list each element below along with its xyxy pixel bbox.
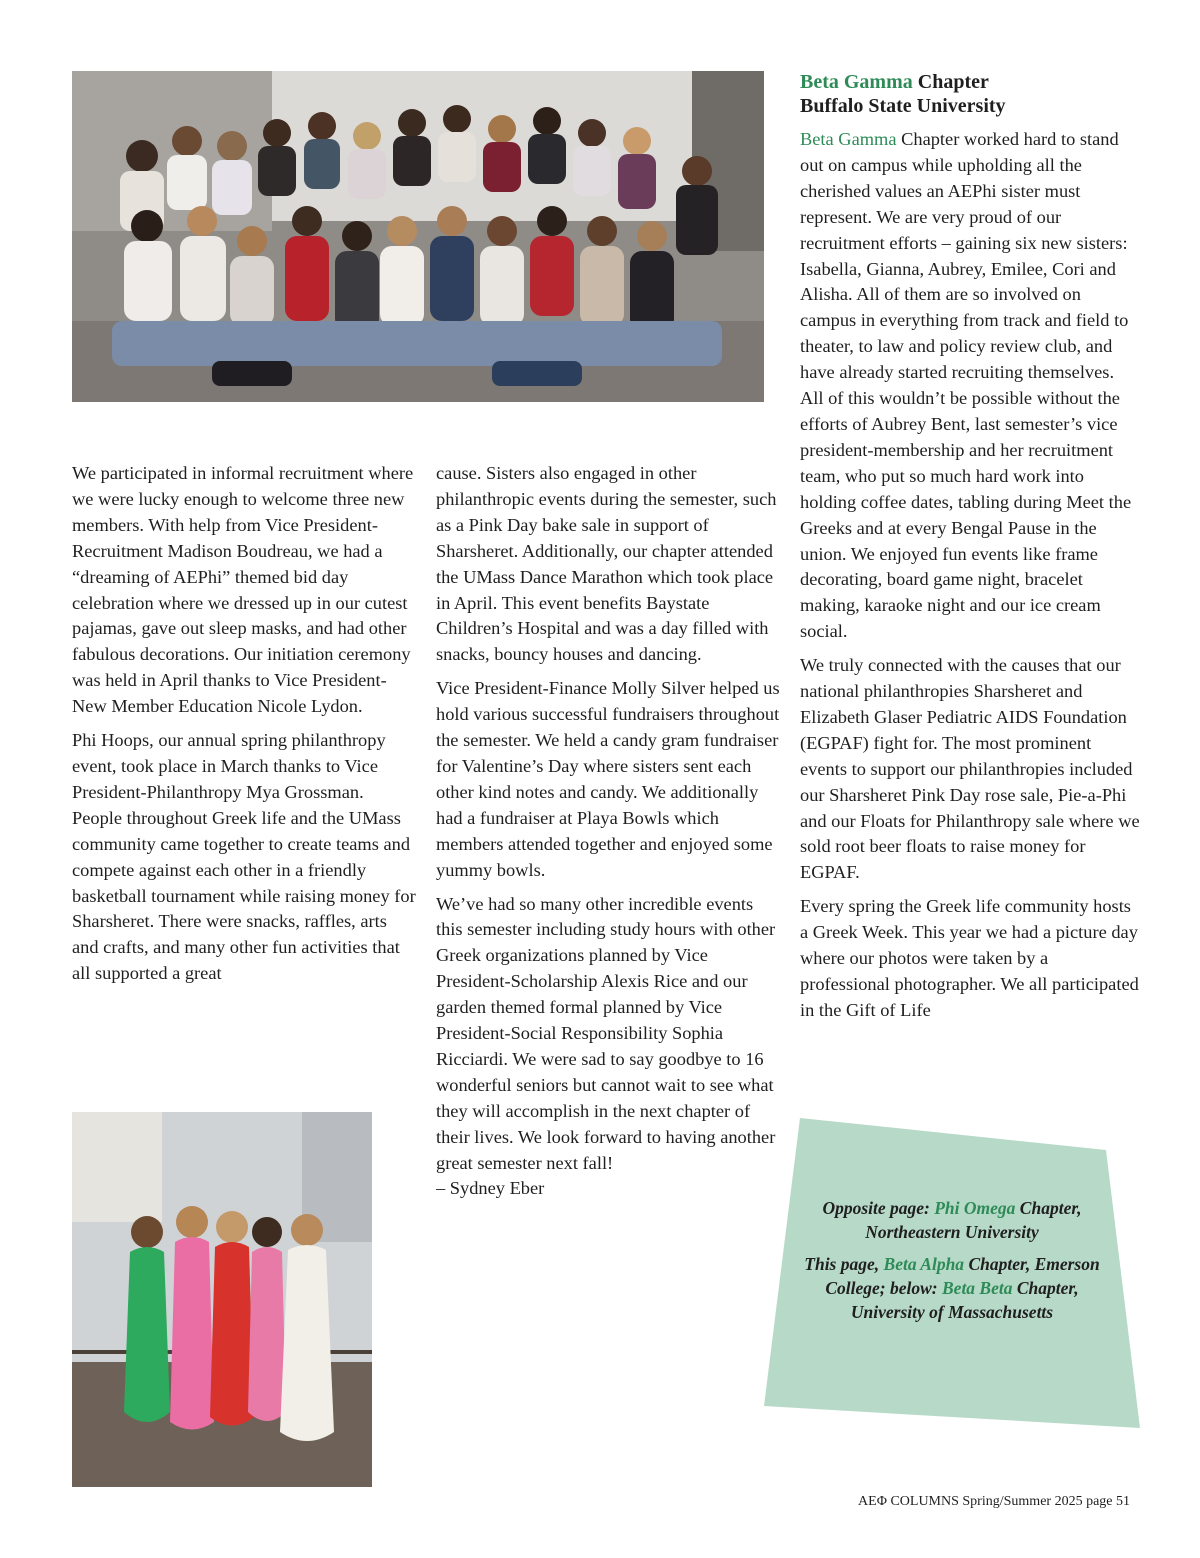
caption-text: This page, xyxy=(804,1254,884,1274)
chapter-name-highlight: Beta Gamma xyxy=(800,129,897,149)
chapter-heading xyxy=(800,70,1140,118)
dresses-photo-illustration xyxy=(72,1112,372,1487)
caption-text: Chapter, Emerson College; below: xyxy=(825,1254,1100,1298)
photo-caption-box xyxy=(764,1118,1140,1428)
chapter-school: Buffalo State University xyxy=(800,95,1006,117)
chapter-name-highlight: Phi Omega xyxy=(934,1198,1016,1218)
caption-line-1 xyxy=(794,1196,1110,1244)
photo-caption xyxy=(794,1196,1110,1324)
paragraph: Vice President-Finance Molly Silver helped us hold various successful fundraisers throughout the semester. We held a candy gram fundraiser for Valentine’s Day where sisters sent each other kind notes and candy. We additionally had a fundraiser at Playa Bowls which members attended together and enjoyed some yummy bowls. xyxy=(436,678,780,880)
chapter-name-highlight: Beta Gamma xyxy=(800,71,913,93)
caption-text: Chapter, University of Massachusetts xyxy=(850,1278,1079,1322)
chapter-name-highlight: Beta Alpha xyxy=(883,1254,965,1274)
caption-line-2 xyxy=(794,1252,1110,1324)
dresses-photo xyxy=(72,1112,372,1487)
caption-text: Opposite page: xyxy=(822,1198,935,1218)
chapter-name-highlight: Beta Beta xyxy=(942,1278,1013,1298)
paragraph-text: We’ve had so many other incredible events this semester including study hours with other Greek organizations planned by Vice President-Scholarship Alexis Rice and our garden themed formal planned by Vice President-Social Responsibility Sophia Ricciardi. We were sad to say goodbye to 16 wonderful seniors but cannot wait to see what they will accomplish in the next chapter of their lives. We look forward to having another great semester next fall! xyxy=(436,893,776,1173)
article-column-1 xyxy=(72,461,417,987)
group-photo-illustration xyxy=(72,71,764,402)
paragraph xyxy=(800,127,1140,645)
caption-text: Chapter, Northeastern University xyxy=(865,1198,1082,1242)
paragraph: Every spring the Greek life community hosts a Greek Week. This year we had a picture day where our photos were taken by a professional photographer. We all participated in the Gift of Life xyxy=(800,896,1139,1020)
article-column-3 xyxy=(800,127,1140,1024)
article-column-2 xyxy=(436,461,781,1202)
paragraph: cause. Sisters also engaged in other philanthropic events during the semester, such as a Pink Day bake sale in support of Sharsheret. Additionally, our chapter attended the UMass Dance Marathon which took place in April. This event benefits Baystate Children’s Hospital and was a day filled with snacks, bouncy houses and dancing. xyxy=(436,463,777,665)
group-photo xyxy=(72,71,764,402)
author-signature: – Sydney Eber xyxy=(436,1178,545,1199)
paragraph: We truly connected with the causes that our national philanthropies Sharsheret and Elizabeth Glaser Pediatric AIDS Foundation (EGPAF) fight for. The most prominent events to support our philanthropies included our Sharsheret Pink Day rose sale, Pie-a-Phi and our Floats for Philanthropy sale where we sold root beer floats to raise money for EGPAF. xyxy=(800,655,1140,883)
paragraph xyxy=(436,892,781,1203)
paragraph: We participated in informal recruitment where we were lucky enough to welcome three new members. With help from Vice President-Recruitment Madison Boudreau, we had a “dreaming of AEPhi” themed bid day celebration where we dressed up in our cutest pajamas, gave out sleep masks, and had other fabulous decorations. Our initiation ceremony was held in April thanks to Vice President-New Member Education Nicole Lydon. xyxy=(72,463,414,717)
chapter-name-suffix: Chapter xyxy=(912,71,989,93)
page-footer: AEΦ COLUMNS Spring/Summer 2025 page 51 xyxy=(858,1494,1130,1509)
paragraph: Phi Hoops, our annual spring philanthropy event, took place in March thanks to Vice President-Philanthropy Mya Grossman. People throughout Greek life and the UMass community came together to create teams and compete against each other in a friendly basketball tournament while raising money for Sharsheret. There were snacks, raffles, arts and crafts, and many other fun activities that all supported a great xyxy=(72,730,416,984)
paragraph-text: Chapter worked hard to stand out on campus while upholding all the cherished values an AEPhi sister must represent. We are very proud of our recruitment efforts – gaining six new sisters: Isabella, Gianna, Aubrey, Emilee, Cori and Alisha. All of them are so involved on campus in everything from track and field to theater, to law and policy review club, and have already started recruiting themselves. All of this wouldn’t be possible without the efforts of Aubrey Bent, last semester’s vice president-membership and her recruitment team, who put so much hard work into holding coffee dates, tabling during Meet the Greeks and at every Bengal Pause in the union. We enjoyed fun events like frame decorating, board game night, bracelet making, karaoke night and our ice cream social. xyxy=(800,129,1132,642)
